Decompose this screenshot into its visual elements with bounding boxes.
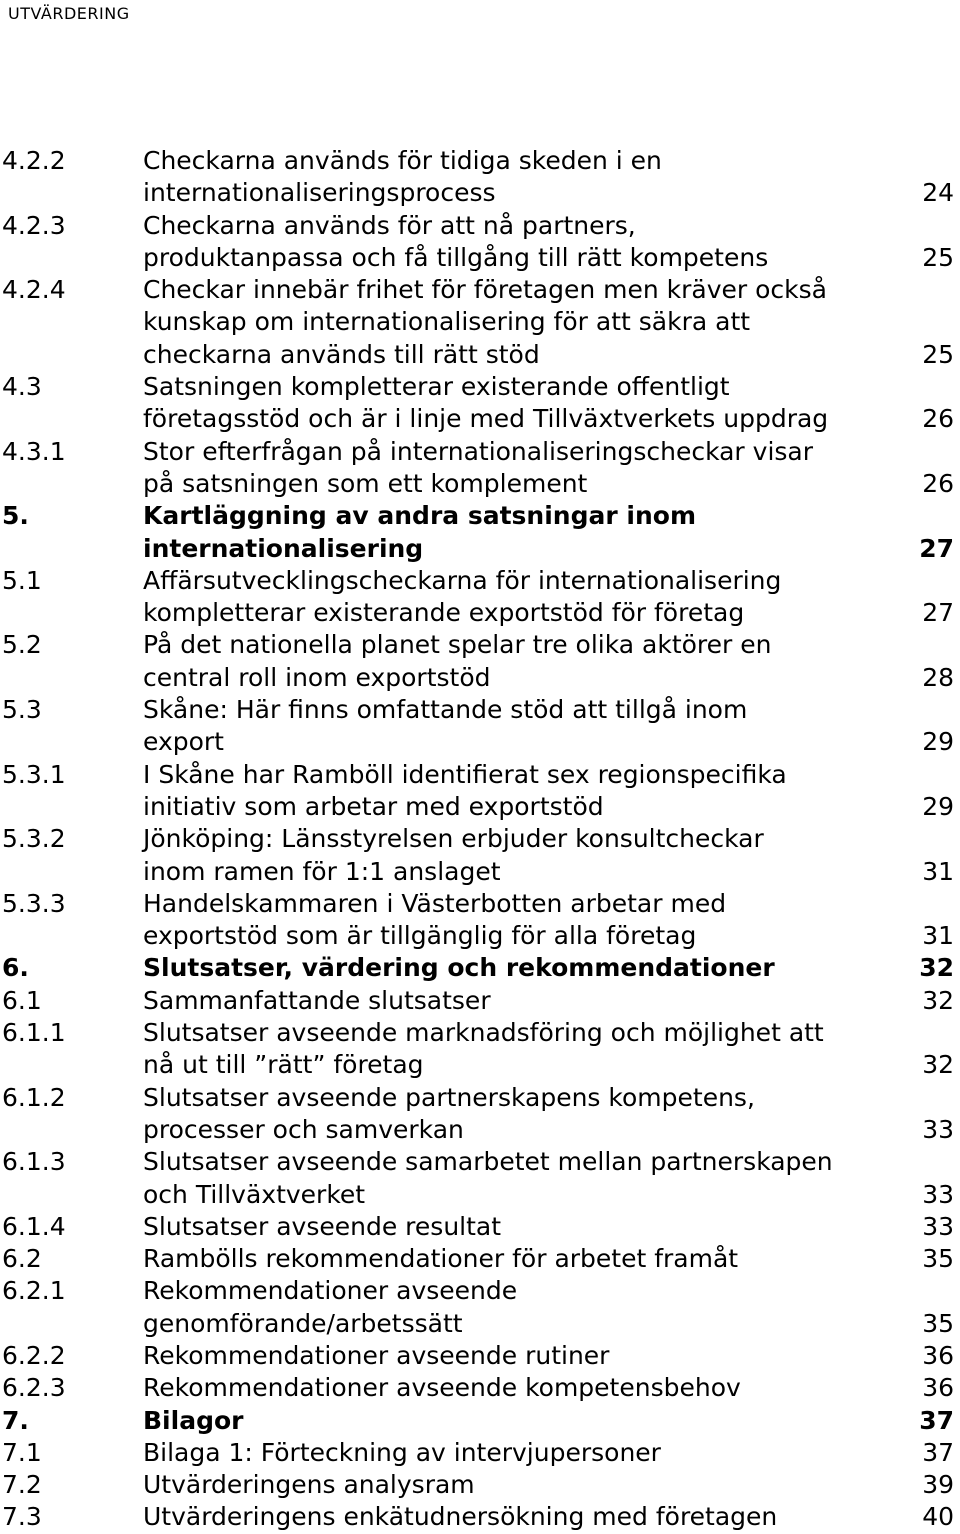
toc-entry[interactable]: [0, 1372, 960, 1404]
toc-entry-title: Satsningen kompletterar existerande offentligt företagsstöd och är i linje med Tillväxtverkets uppdrag: [143, 372, 829, 434]
toc-entry-number: 6.2.1: [2, 1276, 66, 1306]
toc-entry-number: 6.: [2, 953, 29, 983]
toc-entry[interactable]: [0, 210, 960, 275]
toc-entry-number: 6.1.4: [2, 1211, 66, 1241]
toc-entry-page-number: 35: [922, 1244, 954, 1274]
toc-entry-title: Slutsatser avseende partnerskapens kompetens, processer och samverkan: [143, 1082, 755, 1144]
toc-entry-number: 4.2.4: [2, 275, 66, 305]
toc-entry[interactable]: [0, 1405, 960, 1437]
toc-entry-page-number: 29: [922, 727, 954, 757]
toc-entry-page-number: 33: [922, 1211, 954, 1241]
toc-entry-title: På det nationella planet spelar tre olika aktörer en central roll inom exportstöd: [143, 630, 772, 692]
toc-entry-page-number: 37: [922, 1437, 954, 1467]
toc-entry-title: Checkarna används för tidiga skeden i en internationaliseringsprocess: [143, 146, 662, 208]
toc-entry[interactable]: [0, 436, 960, 501]
toc-entry-page-number: 32: [922, 1050, 954, 1080]
toc-entry-page-number: 24: [922, 178, 954, 208]
toc-entry-title: Rambölls rekommendationer för arbetet framåt: [143, 1244, 739, 1274]
toc-entry[interactable]: [0, 1437, 960, 1469]
toc-entry-title: Rekommendationer avseende genomförande/arbetssätt: [143, 1276, 518, 1338]
toc-entry-title: Utvärderingens analysram: [143, 1470, 475, 1500]
toc-entry-number: 5.2: [2, 630, 42, 660]
toc-entry-title: Handelskammaren i Västerbotten arbetar med exportstöd som är tillgänglig för alla företag: [143, 888, 727, 951]
toc-entry-page-number: 36: [922, 1340, 954, 1370]
toc-entry-title: Utvärderingens enkätudnersökning med företagen: [143, 1502, 778, 1532]
toc-entry-number: 4.3.1: [2, 436, 66, 466]
toc-entry[interactable]: [0, 145, 960, 210]
toc-entry[interactable]: [0, 274, 960, 371]
toc-entry-page-number: 28: [922, 662, 954, 692]
toc-entry-title: Bilagor: [143, 1405, 244, 1435]
toc-entry-title: Slutsatser avseende samarbetet mellan partnerskapen och Tillväxtverket: [143, 1147, 833, 1209]
toc-entry[interactable]: [0, 759, 960, 824]
toc-entry-number: 6.1.1: [2, 1018, 66, 1048]
toc-entry-page-number: 33: [922, 1179, 954, 1209]
toc-entry-page-number: 27: [919, 533, 954, 563]
toc-entry-number: 5.3: [2, 695, 42, 725]
toc-entry-page-number: 31: [922, 921, 954, 951]
toc-entry[interactable]: [0, 1082, 960, 1147]
toc-entry[interactable]: [0, 952, 960, 984]
toc-entry-title: Slutsatser avseende marknadsföring och möjlighet att nå ut till ”rätt” företag: [143, 1018, 824, 1080]
toc-entry-title: Checkar innebär frihet för företagen men kräver också kunskap om internationalisering för att säkra att checkarna används till rätt stöd: [143, 275, 827, 369]
toc-entry-number: 7.1: [2, 1437, 42, 1467]
toc-entry[interactable]: [0, 1243, 960, 1275]
toc-entry-title: Rekommendationer avseende kompetensbehov: [143, 1373, 741, 1403]
toc-entry-page-number: 27: [922, 598, 954, 628]
toc-entry[interactable]: [0, 1017, 960, 1082]
toc-entry[interactable]: [0, 888, 960, 953]
toc-entry-number: 7.2: [2, 1470, 42, 1500]
toc-entry-number: 6.1.2: [2, 1082, 66, 1112]
toc-entry[interactable]: [0, 823, 960, 888]
toc-entry-number: 7.3: [2, 1502, 42, 1532]
toc-entry-number: 5.: [2, 501, 29, 531]
toc-entry-title: Rekommendationer avseende rutiner: [143, 1340, 610, 1370]
toc-entry[interactable]: [0, 1275, 960, 1340]
toc-entry-page-number: 33: [922, 1114, 954, 1144]
toc-entry-number: 5.3.1: [2, 759, 66, 789]
toc-entry[interactable]: [0, 985, 960, 1017]
toc-entry-title: Affärsutvecklingscheckarna för internationalisering kompletterar existerande exportstöd för företag: [143, 565, 782, 628]
toc-entry-page-number: 26: [922, 404, 954, 434]
toc-entry-number: 6.2.3: [2, 1373, 66, 1403]
toc-entry-page-number: 25: [922, 339, 954, 369]
toc-entry[interactable]: [0, 1211, 960, 1243]
toc-entry-number: 4.2.3: [2, 210, 66, 240]
toc-entry-title: Kartläggning av andra satsningar inom internationalisering: [143, 501, 696, 563]
toc-entry[interactable]: [0, 565, 960, 630]
toc-entry-number: 5.1: [2, 565, 42, 595]
toc-entry-number: 5.3.2: [2, 824, 66, 854]
toc-entry-page-number: 37: [919, 1405, 954, 1435]
running-header: UTVÄRDERING: [8, 4, 130, 23]
toc-entry-title: Jönköping: Länsstyrelsen erbjuder konsultcheckar inom ramen för 1:1 anslaget: [143, 824, 764, 886]
toc-entry-page-number: 25: [922, 242, 954, 272]
toc-entry-number: 6.2.2: [2, 1340, 66, 1370]
toc-entry[interactable]: [0, 1340, 960, 1372]
toc-entry-page-number: 36: [922, 1373, 954, 1403]
toc-entry-number: 6.2: [2, 1244, 42, 1274]
toc-entry-title: Slutsatser avseende resultat: [143, 1211, 502, 1241]
toc-entry-number: 5.3.3: [2, 888, 66, 918]
toc-entry-number: 4.3: [2, 372, 42, 402]
toc-entry-title: I Skåne har Ramböll identifierat sex regionspecifika initiativ som arbetar med exportstöd: [143, 759, 787, 821]
toc-entry-page-number: 32: [922, 985, 954, 1015]
toc-entry-page-number: 39: [922, 1470, 954, 1500]
toc-entry[interactable]: [0, 1469, 960, 1501]
toc-entry-title: Checkarna används för att nå partners, produktanpassa och få tillgång till rätt kompetens: [143, 210, 769, 272]
toc-entry-page-number: 26: [922, 468, 954, 498]
toc-entry-number: 6.1.3: [2, 1147, 66, 1177]
toc-entry-title: Slutsatser, värdering och rekommendationer: [143, 953, 775, 983]
toc-entry-page-number: 29: [922, 791, 954, 821]
toc-entry-number: 4.2.2: [2, 146, 66, 175]
toc-entry-title: Sammanfattande slutsatser: [143, 985, 491, 1015]
toc-entry-page-number: 32: [919, 953, 954, 983]
toc-entry[interactable]: [0, 694, 960, 759]
table-of-contents: [0, 145, 960, 1534]
toc-entry-page-number: 35: [922, 1308, 954, 1338]
toc-entry[interactable]: [0, 500, 960, 565]
toc-entry-title: Stor efterfrågan på internationaliseringscheckar visar på satsningen som ett komplement: [143, 436, 814, 498]
toc-entry-title: Bilaga 1: Förteckning av intervjupersoner: [143, 1437, 661, 1467]
toc-entry-title: Skåne: Här finns omfattande stöd att tillgå inom export: [143, 695, 748, 757]
toc-entry[interactable]: [0, 1146, 960, 1211]
toc-entry-number: 7.: [2, 1405, 29, 1435]
toc-entry-page-number: 40: [922, 1502, 954, 1532]
toc-entry-number: 6.1: [2, 985, 42, 1015]
toc-entry[interactable]: [0, 371, 960, 436]
toc-entry[interactable]: [0, 629, 960, 694]
toc-entry-page-number: 31: [922, 856, 954, 886]
